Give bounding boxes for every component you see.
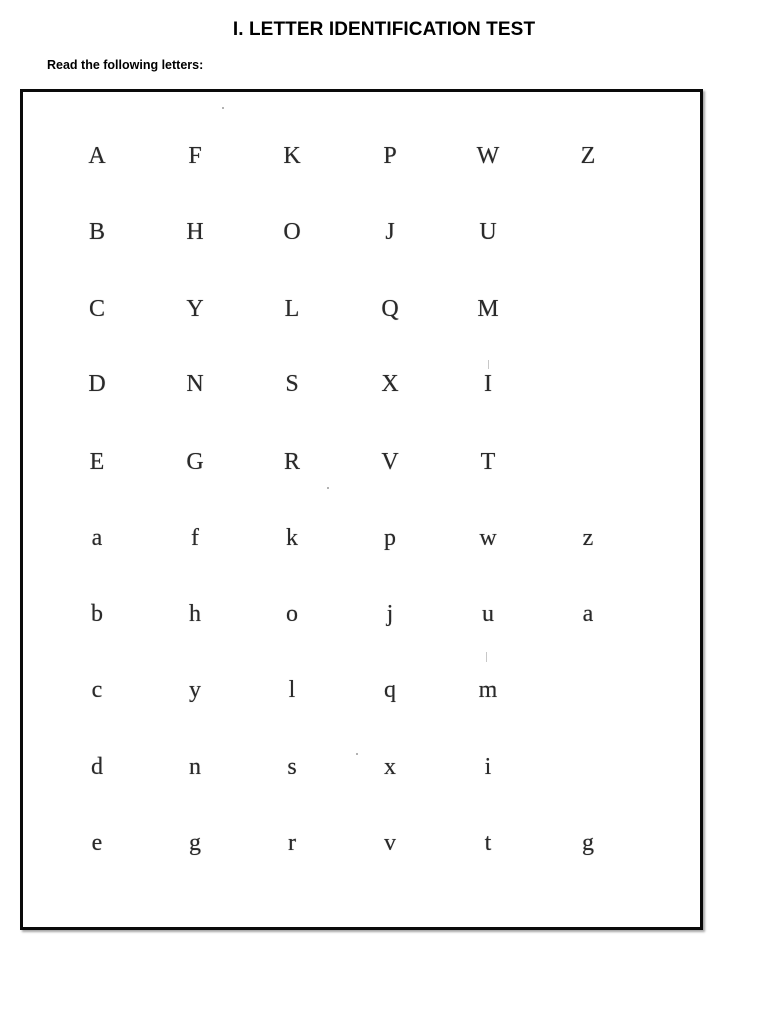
letter-cell: B: [88, 219, 105, 245]
letter-cell: r: [288, 830, 296, 856]
scan-speck: [222, 107, 224, 109]
letter-cell: F: [188, 143, 202, 169]
letter-cell: o: [286, 601, 298, 627]
letter-cell: E: [89, 449, 105, 475]
instruction-text: Read the following letters:: [47, 58, 204, 72]
letter-row: [23, 518, 700, 558]
letter-cell: v: [384, 830, 396, 856]
letter-row: [23, 136, 700, 176]
letter-row: [23, 747, 700, 787]
letter-cell: a: [582, 601, 594, 627]
letter-cell: V: [381, 449, 399, 475]
letter-cell: S: [285, 371, 299, 397]
letter-row: [23, 364, 700, 404]
letter-cell: I: [484, 371, 492, 397]
letter-cell: t: [484, 830, 492, 856]
letter-cell: b: [91, 601, 103, 627]
letter-cell: D: [88, 371, 106, 397]
letter-cell: w: [479, 525, 497, 551]
letter-cell: Q: [381, 296, 399, 322]
letter-cell: i: [484, 754, 492, 780]
letter-cell: H: [186, 219, 204, 245]
letter-cell: y: [189, 677, 201, 703]
letter-cell: f: [191, 525, 199, 551]
letter-cell: N: [186, 371, 204, 397]
letter-row: [23, 823, 700, 863]
letter-row: [23, 289, 700, 329]
letter-cell: C: [88, 296, 105, 322]
letter-cell: g: [189, 830, 201, 856]
letter-cell: h: [189, 601, 201, 627]
letter-cell: c: [91, 677, 103, 703]
letter-cell: a: [91, 525, 103, 551]
letter-cell: K: [283, 143, 301, 169]
letter-cell: U: [479, 219, 497, 245]
letter-cell: R: [283, 449, 300, 475]
letter-cell: T: [480, 449, 496, 475]
letter-cell: P: [383, 143, 397, 169]
letter-cell: e: [91, 830, 103, 856]
letter-cell: l: [288, 677, 296, 703]
letter-cell: L: [284, 296, 300, 322]
letter-cell: d: [91, 754, 103, 780]
letter-cell: A: [88, 143, 106, 169]
letter-cell: g: [582, 830, 594, 856]
letter-cell: k: [286, 525, 298, 551]
letter-cell: W: [476, 143, 500, 169]
letter-cell: x: [384, 754, 396, 780]
letter-cell: O: [283, 219, 301, 245]
scan-speck: [327, 487, 329, 489]
letter-row: [23, 442, 700, 482]
letter-cell: u: [482, 601, 494, 627]
letter-cell: J: [385, 219, 395, 245]
letter-cell: s: [287, 754, 297, 780]
letter-cell: Y: [186, 296, 204, 322]
letter-grid-box: [20, 89, 703, 930]
letter-row: [23, 670, 700, 710]
letter-cell: Z: [580, 143, 596, 169]
letter-row: [23, 594, 700, 634]
scan-speck: [488, 360, 489, 369]
page-title: I. LETTER IDENTIFICATION TEST: [232, 19, 536, 40]
scan-speck: [356, 753, 358, 755]
letter-cell: G: [186, 449, 204, 475]
letter-cell: q: [384, 677, 396, 703]
letter-cell: p: [384, 525, 396, 551]
scan-speck: [486, 652, 487, 662]
letter-cell: n: [189, 754, 201, 780]
letter-cell: j: [386, 601, 394, 627]
letter-row: [23, 212, 700, 252]
letter-cell: X: [381, 371, 399, 397]
letter-cell: M: [477, 296, 499, 322]
letter-cell: z: [582, 525, 594, 551]
letter-cell: m: [478, 677, 498, 703]
